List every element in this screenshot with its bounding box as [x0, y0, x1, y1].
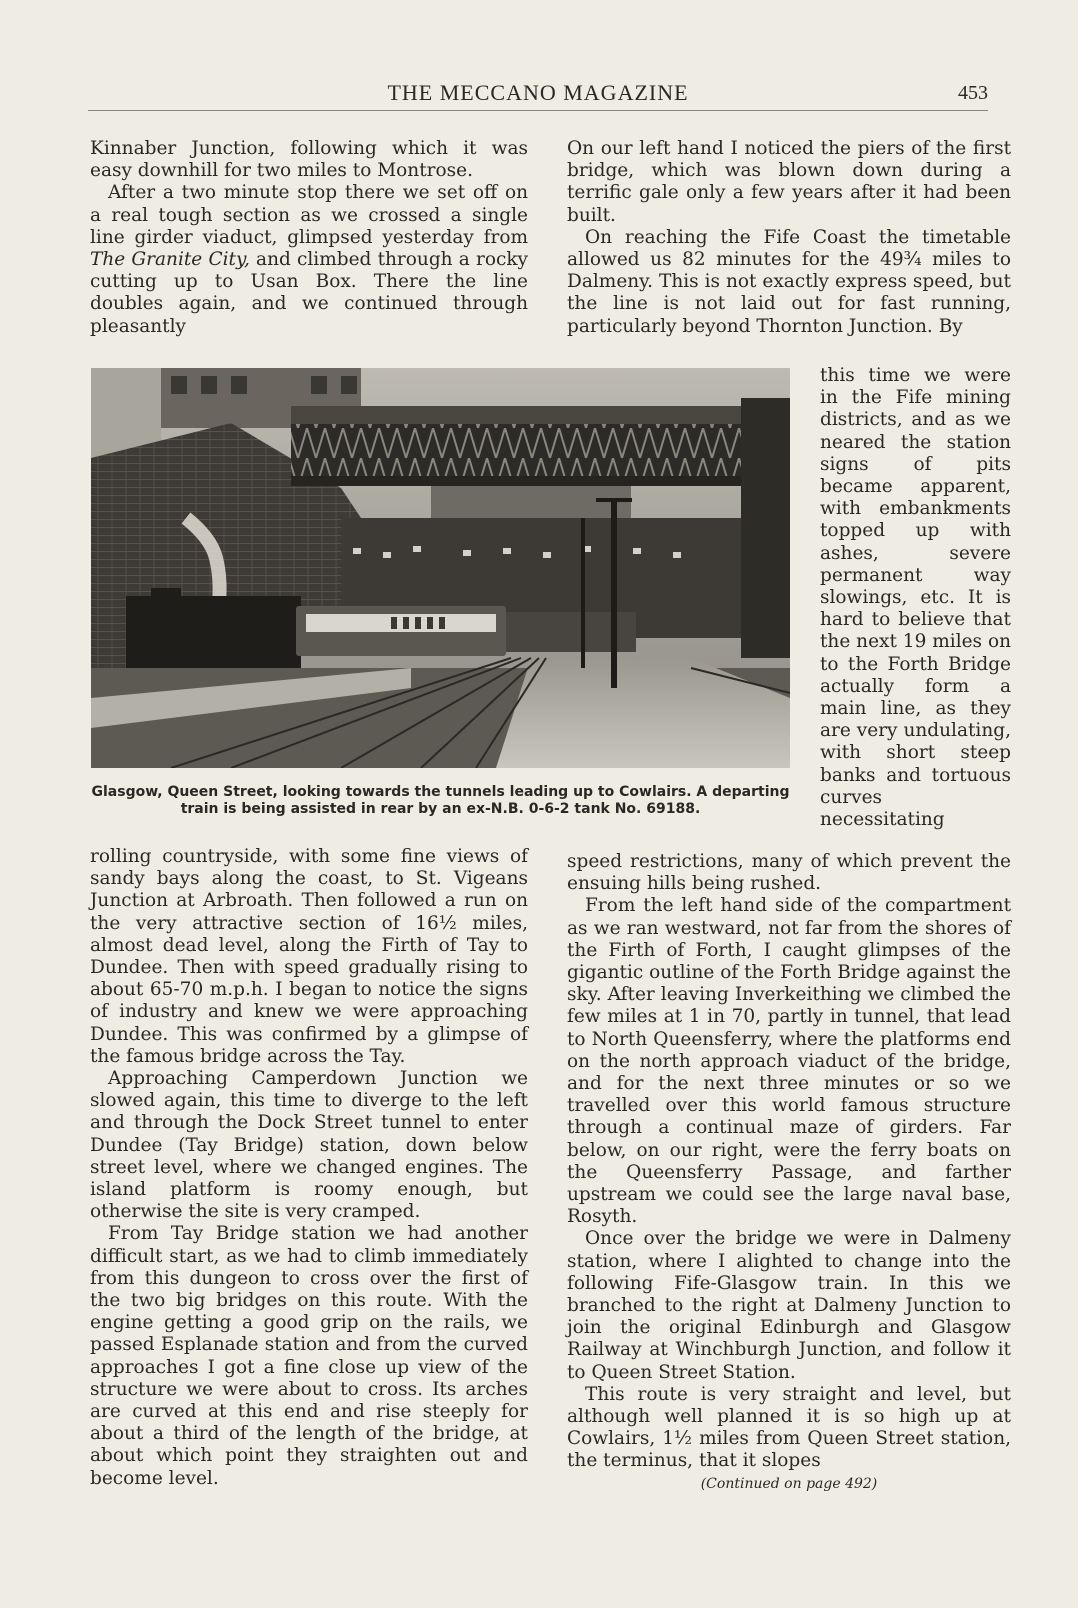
- text-run: After a two minute stop there we set off on a real tough section as we crossed a single line girder viaduct, glimpsed yesterday from: [90, 182, 528, 248]
- paragraph: On our left hand I noticed the piers of the first bridge, which was blown down during a terrific gale only a few years after it had been built.: [567, 138, 1011, 226]
- station-photo-image: [91, 368, 790, 768]
- page-header: [88, 74, 988, 111]
- paragraph: On reaching the Fife Coast the timetable allowed us 82 minutes for the 49¾ miles to Dalmeny. This is not exactly express speed, but the line is not laid out for fast running, particularly beyond Thornton Junction. By: [567, 226, 1011, 337]
- paragraph: speed restrictions, many of which prevent the ensuing hills being rushed.: [567, 851, 1011, 895]
- column-left-top: [90, 138, 528, 338]
- paragraph: Approaching Camperdown Junction we slowed again, this time to diverge to the left and through the Dock Street tunnel to enter Dundee (Tay Bridge) station, down below street level, where we changed engines. The island platform is roomy enough, but otherwise the site is very cramped.: [90, 1068, 528, 1223]
- paragraph: Kinnaber Junction, following which it was easy downhill for two miles to Montrose.: [90, 138, 528, 182]
- paragraph: From the left hand side of the compartment as we ran westward, not far from the shores of the Firth of Forth, I caught glimpses of the gigantic outline of the Forth Bridge against the sky. After leaving Inverkeithing we climbed the few miles at 1 in 70, partly in tunnel, that lead to North Queensferry, where the platforms end on the north approach viaduct of the bridge, and for the next three minutes or so we travelled over this world famous structure through a continual maze of girders. Far below, on our right, were the ferry boats on the Queensferry Passage, and farther upstream we could see the large naval base, Rosyth.: [567, 895, 1011, 1228]
- station-photo: [91, 368, 790, 768]
- column-beside-photo: this time we were in the Fife mining districts, and as we neared the station signs of pits became apparent, with embankments topped up with ashes, severe permanent way slowings, etc. It is hard to believe that the next 19 miles on to the Forth Bridge actually form a main line, as they are very undulating, with short steep banks and tortuous curves necessitating: [820, 365, 1011, 831]
- paragraph: From Tay Bridge station we had another difficult start, as we had to climb immediately from this dungeon to cross over the first of the two big bridges on this route. With the engine getting a good grip on the rails, we passed Esplanade station and from the curved approaches I got a fine close up view of the structure we were about to cross. Its arches are curved at this end and rise steeply for about a third of the length of the bridge, at about which point they straighten out and become level.: [90, 1223, 528, 1489]
- column-left-bottom: [90, 846, 528, 1490]
- paragraph: Once over the bridge we were in Dalmeny station, where I alighted to change into the following Fife-Glasgow train. In this we branched to the right at Dalmeny Junction to join the original Edinburgh and Glasgow Railway at Winchburgh Junction, and follow it to Queen Street Station.: [567, 1228, 1011, 1383]
- paragraph: This route is very straight and level, but although well planned it is so high up at Cowlairs, 1½ miles from Queen Street station, the terminus, that it slopes: [567, 1383, 1011, 1472]
- photo-caption: Glasgow, Queen Street, looking towards the tunnels leading up to Cowlairs. A departing train is being assisted in rear by an ex-N.B. 0-6-2 tank No. 69188.: [91, 784, 790, 817]
- column-right-top: [567, 138, 1011, 338]
- continued-note: (Continued on page 492): [700, 1475, 878, 1492]
- paragraph: rolling countryside, with some fine views of sandy bays along the coast, to St. Vigeans Junction at Arbroath. Then followed a run on the very attractive section of 16½ miles, almost dead level, along the Firth of Tay to Dundee. Then with speed gradually rising to about 65-70 m.p.h. I began to notice the signs of industry and knew we were approaching Dundee. This was confirmed by a glimpse of the famous bridge across the Tay.: [90, 846, 528, 1067]
- magazine-title: THE MECCANO MAGAZINE: [387, 80, 689, 105]
- column-right-bottom: [567, 851, 1011, 1495]
- text-run: and climbed through a rocky cutting up to Usan Box. There the line doubles again, and we continued through pleasantly: [90, 249, 528, 337]
- paragraph: [90, 182, 528, 337]
- page-number: 453: [958, 82, 988, 104]
- italic-title: The Granite City,: [90, 249, 250, 271]
